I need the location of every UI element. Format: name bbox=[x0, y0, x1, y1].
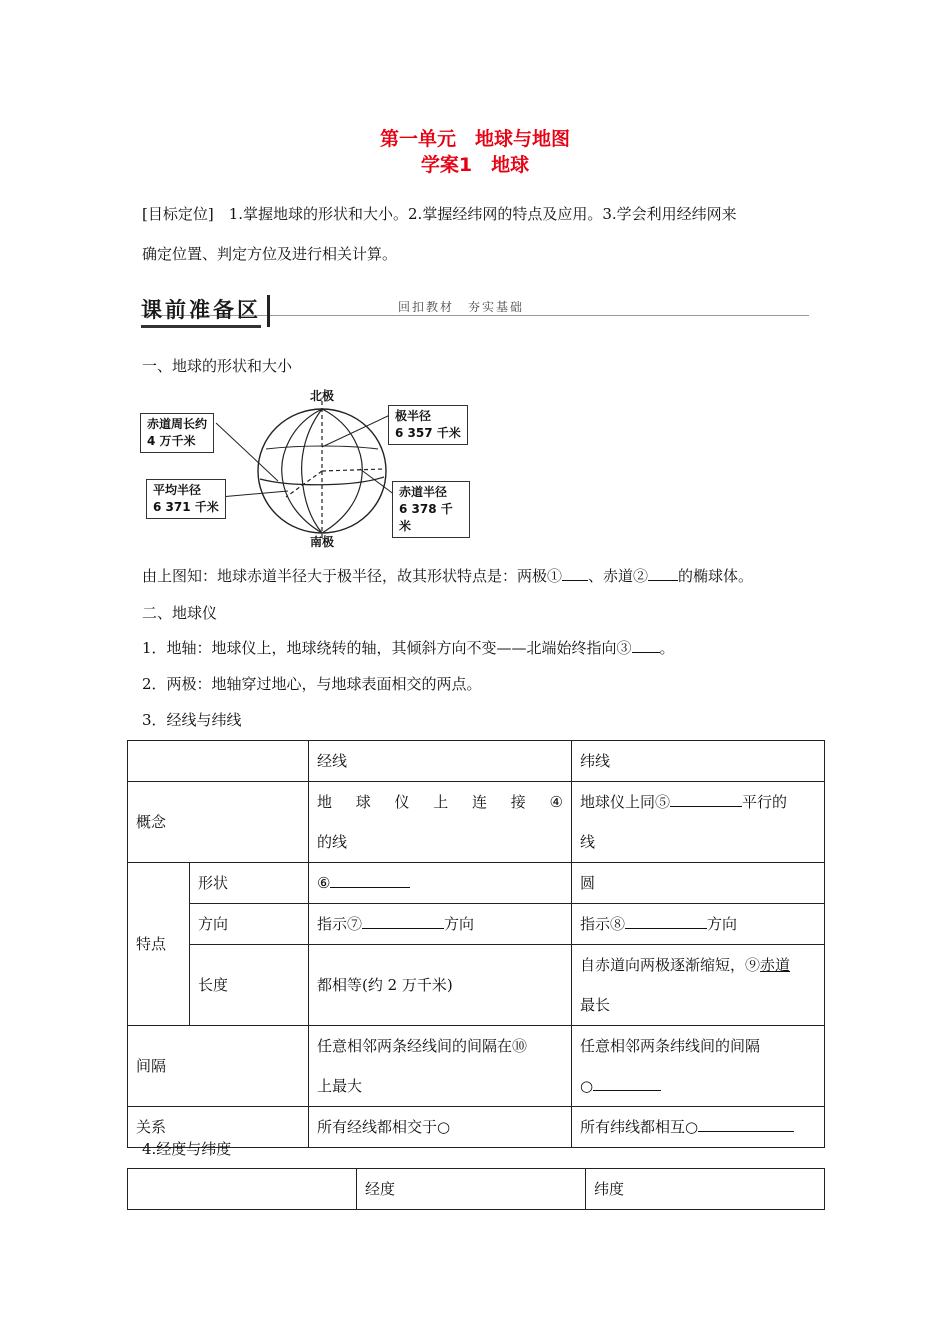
equator-circumference-label: 赤道周长约 4 万千米 bbox=[140, 413, 214, 453]
polar-radius-label: 极半径 6 357 千米 bbox=[388, 405, 468, 445]
blank-1[interactable] bbox=[562, 566, 588, 581]
conclusion-sentence: 由上图知：地球赤道半径大于极半径，故其形状特点是：两极① 、赤道② 的椭球体。 bbox=[142, 567, 754, 585]
relation-parallel: 所有纬线都相互○ bbox=[572, 1107, 825, 1148]
interval-parallel: 任意相邻两条纬线间的间隔 ○ bbox=[572, 1026, 825, 1107]
earth-diagram bbox=[140, 385, 470, 550]
concept-meridian: 地 球 仪 上 连 接 ④ 的线 bbox=[309, 782, 572, 863]
equatorial-radius-label: 赤道半径 6 378 千米 bbox=[392, 481, 470, 538]
north-pole-label: 北极 bbox=[310, 389, 335, 403]
table-row bbox=[128, 741, 825, 782]
blank-6[interactable] bbox=[330, 873, 410, 888]
section1-heading: 一、地球的形状和大小 bbox=[142, 357, 293, 375]
objectives-line-2: 确定位置、判定方位及进行相关计算。 bbox=[142, 245, 398, 263]
blank-3[interactable] bbox=[632, 638, 660, 653]
banner-subtitle: 回扣教材 夯实基础 bbox=[398, 300, 525, 314]
direction-meridian: 指示⑦ 方向 bbox=[309, 904, 572, 945]
shape-meridian: ⑥ bbox=[309, 863, 572, 904]
relation-meridian: 所有经线都相交于○ bbox=[309, 1107, 572, 1148]
table-row bbox=[128, 945, 825, 1026]
table-row bbox=[128, 782, 825, 863]
banner-title: 课前准备区 bbox=[141, 294, 261, 328]
table-row bbox=[128, 1169, 825, 1210]
meridians-parallels-heading: 3．经线与纬线 bbox=[142, 711, 242, 729]
blank-7[interactable] bbox=[362, 914, 444, 929]
unit-title: 第一单元 地球与地图 bbox=[379, 128, 570, 150]
length-label: 长度 bbox=[190, 945, 309, 1026]
longitude-latitude-heading: 4.经度与纬度 bbox=[142, 1140, 232, 1158]
table-row bbox=[128, 1026, 825, 1107]
length-meridian: 都相等(约 2 万千米) bbox=[309, 945, 572, 1026]
earth-axis-item: 1．地轴：地球仪上，地球绕转的轴，其倾斜方向不变——北端始终指向③ 。 bbox=[142, 639, 675, 657]
direction-parallel: 指示⑧ 方向 bbox=[572, 904, 825, 945]
table-row bbox=[128, 904, 825, 945]
banner-divider bbox=[267, 295, 270, 327]
features-label: 特点 bbox=[128, 863, 190, 1026]
poles-item: 2．两极：地轴穿过地心，与地球表面相交的两点。 bbox=[142, 675, 482, 693]
objectives-line-1: [目标定位] 1.掌握地球的形状和大小。2.掌握经纬网的特点及应用。3.学会利用经纬网来 bbox=[142, 205, 737, 223]
section2-heading: 二、地球仪 bbox=[142, 604, 218, 622]
concept-label: 概念 bbox=[128, 782, 309, 863]
concept-parallel: 地球仪上同⑤ 平行的 线 bbox=[572, 782, 825, 863]
lesson-title: 学案1 地球 bbox=[420, 154, 530, 176]
blank-13[interactable] bbox=[698, 1117, 794, 1132]
header-parallel: 纬线 bbox=[572, 741, 825, 782]
south-pole-label: 南极 bbox=[310, 535, 335, 549]
interval-label: 间隔 bbox=[128, 1026, 309, 1107]
shape-label: 形状 bbox=[190, 863, 309, 904]
shape-parallel: 圆 bbox=[572, 863, 825, 904]
header-longitude: 经度 bbox=[357, 1169, 586, 1210]
header-meridian: 经线 bbox=[309, 741, 572, 782]
relation-label: 关系 bbox=[128, 1107, 309, 1148]
interval-meridian: 任意相邻两条经线间的间隔在⑩ 上最大 bbox=[309, 1026, 572, 1107]
blank-11[interactable] bbox=[593, 1076, 661, 1091]
blank-5[interactable] bbox=[670, 792, 742, 807]
blank-2[interactable] bbox=[648, 566, 678, 581]
longitude-latitude-table bbox=[127, 1168, 825, 1210]
section-banner bbox=[141, 294, 270, 328]
length-parallel: 自赤道向两极逐渐缩短，⑨赤道 最长 bbox=[572, 945, 825, 1026]
table-row bbox=[128, 1107, 825, 1148]
mean-radius-label: 平均半径 6 371 千米 bbox=[146, 479, 226, 519]
blank-8[interactable] bbox=[625, 914, 707, 929]
table-row bbox=[128, 863, 825, 904]
header-latitude: 纬度 bbox=[586, 1169, 825, 1210]
meridian-parallel-table bbox=[127, 740, 825, 1148]
direction-label: 方向 bbox=[190, 904, 309, 945]
